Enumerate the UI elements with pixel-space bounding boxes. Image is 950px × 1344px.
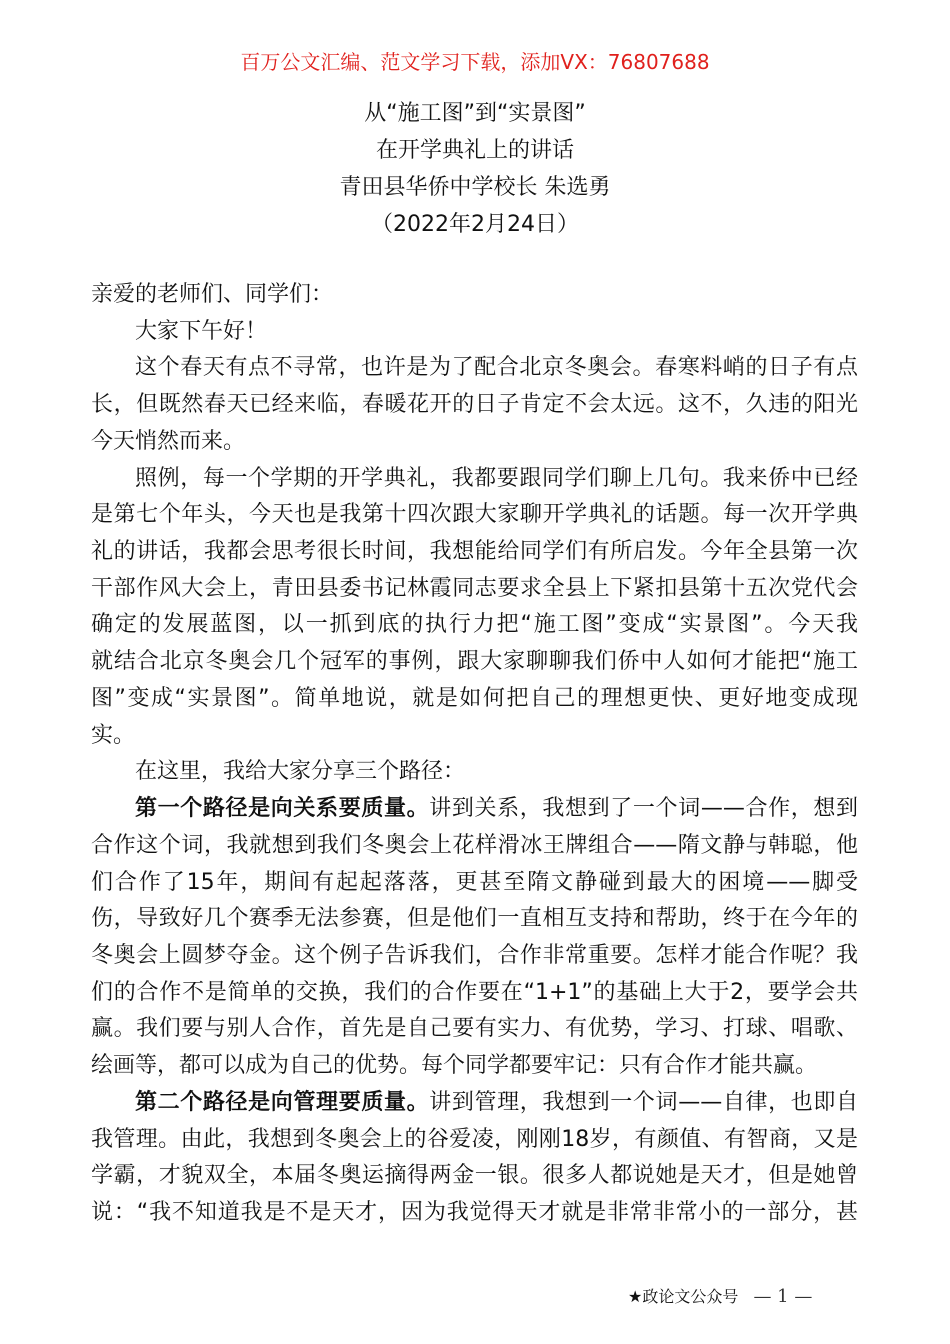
text-line [91,1048,858,1085]
line-text: 图”变成“实景图”。简单地说，就是如何把自己的理想更快、更好地变成现 [91,685,858,711]
text-line [91,828,858,865]
document-author: 青田县华侨中学校长 朱选勇 [339,175,611,200]
line-text: 讲到管理，我想到一个词——自律，也即自 [429,1089,858,1115]
text-line [91,314,858,351]
text-line [91,497,858,534]
line-text: 在这里，我给大家分享三个路径： [135,759,466,785]
page-footer [628,1284,812,1307]
footer-source: ★政论文公众号 [628,1287,739,1306]
line-text: 们合作了15年，期间有起起落落，更甚至隋文静碰到最大的困境——脚受 [91,869,858,895]
text-line [91,277,858,314]
paragraph [91,791,858,1085]
text-line [91,975,858,1012]
line-text: 礼的讲话，我都会思考很长时间，我想能给同学们有所启发。今年全县第一次 [91,539,858,565]
text-line [91,1158,858,1195]
paragraph-lead: 第一个路径是向关系要质量。 [135,796,430,822]
text-line [91,1011,858,1048]
document-subtitle: 在开学典礼上的讲话 [375,138,574,163]
download-banner: 百万公文汇编、范文学习下载，添加VX：76807688 [240,50,710,74]
page-number: — 1 — [753,1286,813,1307]
line-text: 就结合北京冬奥会几个冠军的事例，跟大家聊聊我们侨中人如何才能把“施工 [91,649,858,675]
line-text: 学霸，才貌双全，本届冬奥运摘得两金一银。很多人都说她是天才，但是她曾 [91,1163,858,1189]
text-line [91,424,858,461]
paragraph [91,277,858,314]
line-text: 亲爱的老师们、同学们： [91,282,334,307]
line-text: 实。 [91,722,136,748]
line-text: 们的合作不是简单的交换，我们的合作要在“1+1”的基础上大于2，要学会共 [91,979,858,1005]
line-text: 绘画等，都可以成为自己的优势。每个同学都要牢记：只有合作才能共赢。 [91,1053,818,1079]
text-line [91,644,858,681]
line-text: 合作这个词，我就想到我们冬奥会上花样滑冰王牌组合——隋文静与韩聪，他 [91,832,858,858]
paragraph [91,754,858,791]
paragraph [91,314,858,351]
line-text: 确定的发展蓝图，以一抓到底的执行力把“施工图”变成“实景图”。今天我 [91,612,858,638]
document-body [91,277,858,1232]
text-line [91,1085,858,1122]
line-text: 这个春天有点不寻常，也许是为了配合北京冬奥会。春寒料峭的日子有点 [135,355,858,381]
paragraph [91,1085,858,1232]
document-title: 从“施工图”到“实景图” [364,101,586,126]
line-text: 说：“我不知道我是不是天才，因为我觉得天才就是非常非常小的一部分，甚 [91,1199,858,1225]
line-text: 长，但既然春天已经来临，春暖花开的日子肯定不会太远。这不，久违的阳光 [91,392,858,418]
text-line [91,461,858,498]
paragraph [91,350,858,460]
line-text: 讲到关系，我想到了一个词——合作，想到 [429,796,858,822]
text-line [91,938,858,975]
line-text: 照例，每一个学期的开学典礼，我都要跟同学们聊上几句。我来侨中已经 [135,465,858,491]
line-text: 大家下午好！ [135,318,268,344]
text-line [91,718,858,755]
text-line [91,1122,858,1159]
text-line [91,865,858,902]
text-line [91,754,858,791]
text-line [91,1195,858,1232]
line-text: 冬奥会上圆梦夺金。这个例子告诉我们，合作非常重要。怎样才能合作呢？我 [91,942,858,968]
text-line [91,571,858,608]
line-text: 我管理。由此，我想到冬奥会上的谷爱凌，刚刚18岁，有颜值、有智商，又是 [91,1126,858,1152]
document-date: （2022年2月24日） [371,212,579,237]
text-line [91,681,858,718]
line-text: 干部作风大会上，青田县委书记林霞同志要求全县上下紧扣县第十五次党代会 [91,575,858,601]
text-line [91,534,858,571]
text-line [91,607,858,644]
text-line [91,387,858,424]
line-text: 今天悄然而来。 [91,428,246,454]
text-line [91,901,858,938]
text-line [91,350,858,387]
line-text: 伤，导致好几个赛季无法参赛，但是他们一直相互支持和帮助，终于在今年的 [91,906,858,932]
paragraph [91,461,858,755]
text-line [91,791,858,828]
line-text: 赢。我们要与别人合作，首先是自己要有实力、有优势，学习、打球、唱歌、 [91,1016,858,1042]
paragraph-lead: 第二个路径是向管理要质量。 [135,1089,430,1115]
line-text: 是第七个年头，今天也是我第十四次跟大家聊开学典礼的话题。每一次开学典 [91,502,858,528]
